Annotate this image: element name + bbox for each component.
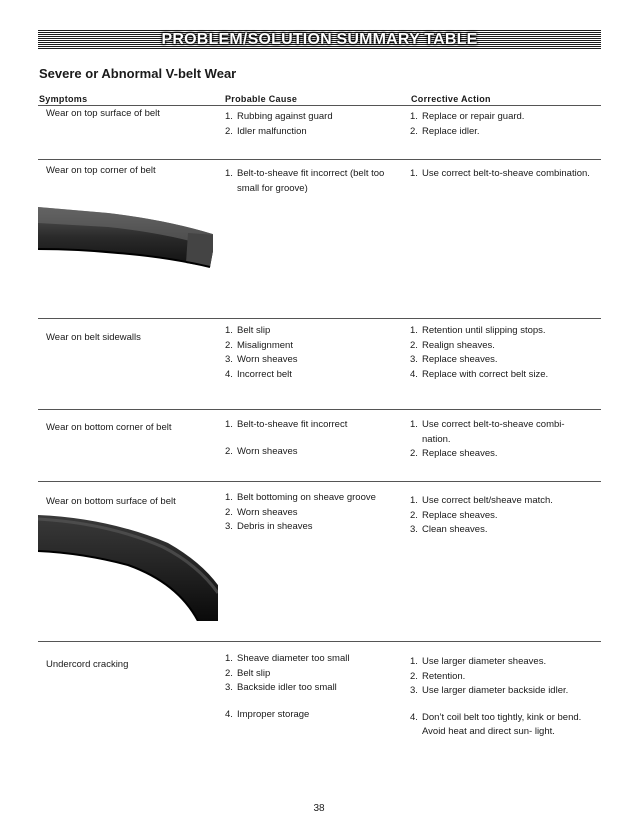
symptom-text: Wear on bottom corner of belt [46,422,172,433]
action-list: 1. Use larger diameter sheaves. 2. Retention. 3. Use larger diameter backside idler. 4. Don’t coil belt too tightly, kink or bend. Avoid heat and direct sun- light. [410,655,590,740]
cause-item: Worn sheaves [237,354,298,365]
row-divider [38,318,601,319]
cause-item: Sheave diameter too small [237,653,350,664]
symptom-text: Wear on top surface of belt [46,108,160,119]
symptom-text: Undercord cracking [46,659,129,670]
action-item: Use larger diameter backside idler. [422,685,569,696]
action-item: Use correct belt-to-sheave combi- nation. [422,419,565,445]
worn-belt-top-corner-photo [38,205,213,300]
cause-item: Misalignment [237,339,293,351]
header-divider [38,105,601,106]
action-item: Replace sheaves. [422,448,498,459]
worn-belt-bottom-surface-photo [38,513,218,621]
row-divider [38,159,601,160]
cause-item: Worn sheaves [237,445,298,457]
cause-item: Rubbing against guard [237,111,333,122]
cause-item: Improper storage [237,708,310,720]
action-list: 1. Retention until slipping stops. 2. Realign sheaves. 3. Replace sheaves. 4. Replace with correct belt size. [410,324,590,382]
symptom-text: Wear on top corner of belt [46,165,156,176]
action-item: Replace sheaves. [422,354,498,365]
action-item: Replace idler. [422,125,480,137]
title-banner [38,30,601,50]
action-list: 1. Use correct belt-to-sheave combi- nation. 2. Replace sheaves. [410,418,590,462]
col-head-symptoms: Symptoms [39,94,88,104]
action-item: Clean sheaves. [422,524,488,535]
col-head-cause: Probable Cause [225,94,298,104]
cause-item: Belt slip [237,325,271,336]
row-divider [38,481,601,482]
action-item: Use larger diameter sheaves. [422,656,547,667]
page-title: PROBLEM/SOLUTION SUMMARY TABLE [161,31,478,48]
symptom-text: Wear on belt sidewalls [46,332,141,343]
action-item: Use correct belt-to-sheave combination. [422,168,590,179]
action-item: Retention. [422,670,466,682]
cause-item: Belt-to-sheave fit incorrect [237,419,348,430]
cause-list: 1. Belt-to-sheave fit incorrect 2. Worn sheaves [225,418,395,459]
action-item: Realign sheaves. [422,339,495,351]
action-item: Replace with correct belt size. [422,368,549,380]
row-divider [38,641,601,642]
action-list: 1. Use correct belt-to-sheave combination. [410,167,590,182]
row-divider [38,409,601,410]
action-item: Use correct belt/sheave match. [422,495,553,506]
cause-item: Belt bottoming on sheave groove [237,492,376,503]
cause-item: Worn sheaves [237,506,298,518]
cause-item: Debris in sheaves [237,521,313,532]
action-item: Replace or repair guard. [422,111,525,122]
section-title: Severe or Abnormal V-belt Wear [39,66,237,81]
cause-item: Belt-to-sheave fit incorrect (belt too small for groove) [237,168,385,194]
action-item: Retention until slipping stops. [422,325,546,336]
col-head-action: Corrective Action [411,94,491,104]
symptom-text: Wear on bottom surface of belt [46,496,176,507]
cause-item: Idler malfunction [237,125,307,137]
cause-list: 1. Belt bottoming on sheave groove 2. Worn sheaves 3. Debris in sheaves [225,491,395,535]
cause-list: 1. Rubbing against guard 2. Idler malfunction [225,110,395,139]
cause-list: 1. Belt slip 2. Misalignment 3. Worn sheaves 4. Incorrect belt [225,324,395,382]
cause-item: Belt slip [237,667,271,679]
cause-list: 1. Sheave diameter too small 2. Belt slip 3. Backside idler too small 4. Improper storage [225,652,395,722]
page-number: 38 [313,803,325,814]
action-item: Replace sheaves. [422,509,498,521]
action-item: Don’t coil belt too tightly, kink or bend. Avoid heat and direct sun- light. [422,711,582,737]
action-list: 1. Use correct belt/sheave match. 2. Replace sheaves. 3. Clean sheaves. [410,494,590,538]
cause-list: 1. Belt-to-sheave fit incorrect (belt too small for groove) [225,167,395,196]
cause-item: Backside idler too small [237,682,337,693]
action-list: 1. Replace or repair guard. 2. Replace idler. [410,110,590,139]
cause-item: Incorrect belt [237,368,292,380]
